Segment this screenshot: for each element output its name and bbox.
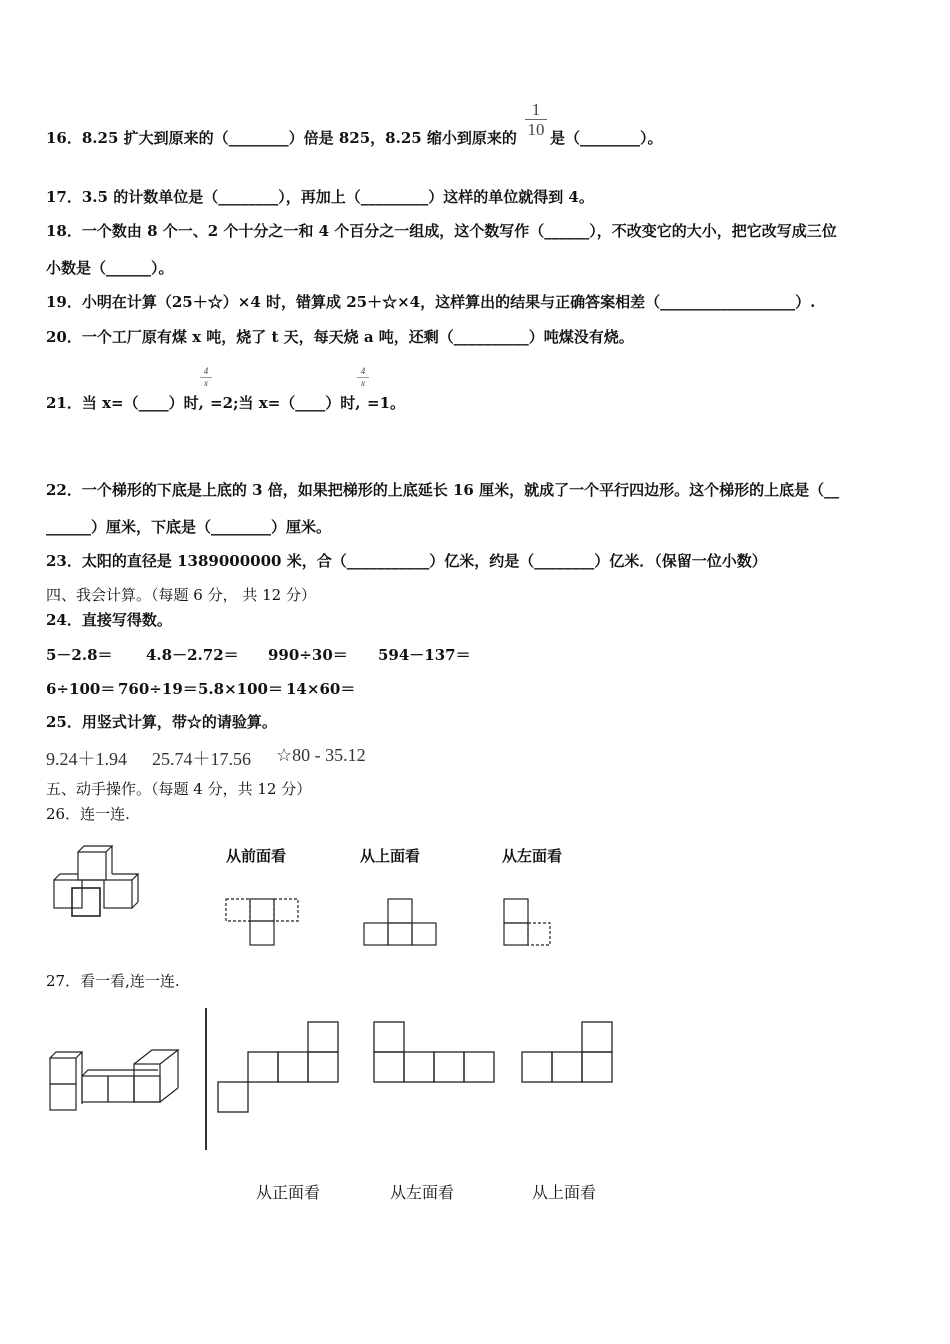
calc-item: 5－2.8＝ <box>46 646 113 664</box>
vertical-calc-item: ☆80 - 35.12 <box>276 745 366 765</box>
q27-view-2 <box>372 1018 498 1084</box>
q21-part3: =1。 <box>367 394 406 412</box>
q26-label: 从上面看 <box>360 847 421 865</box>
q18-line2: 小数是（______）。 <box>46 259 174 277</box>
q27-label: 从正面看 <box>256 1183 321 1202</box>
calc-item: 14×60＝ <box>286 680 356 698</box>
q20-text: 20．一个工厂原有煤 x 吨，烧了 t 天，每天烧 a 吨，还剩（__________）吨煤没有烧。 <box>46 328 634 346</box>
q24-text: 24．直接写得数。 <box>46 611 172 629</box>
vertical-calc-item: 25.74＋17.56 <box>152 749 251 769</box>
q27-view-1 <box>216 1018 342 1114</box>
q21-fraction-1: $\frac{4}{x}$ <box>200 366 212 389</box>
q27-view-3 <box>520 1018 616 1084</box>
calc-item: 6÷100＝ <box>46 680 116 698</box>
section-4-heading: 四、我会计算。（每题 6 分， 共 12 分） <box>46 586 316 604</box>
q26-label: 从左面看 <box>502 847 563 865</box>
calc-item: 594－137＝ <box>378 646 471 664</box>
q27-cube-row-figure <box>46 1048 186 1114</box>
section-5-heading: 五、动手操作。（每题 4 分，共 12 分） <box>46 780 312 798</box>
q26-view-front <box>222 895 328 949</box>
q21-fraction-2: $\frac{4}{x}$ <box>357 366 369 389</box>
q26-text: 26．连一连. <box>46 805 130 823</box>
calc-item: 990÷30＝ <box>268 646 348 664</box>
q26-label: 从前面看 <box>226 847 287 865</box>
q27-label: 从上面看 <box>532 1183 597 1202</box>
q26-cube-stack-figure <box>48 840 158 925</box>
q18-line1: 18．一个数由 8 个一、2 个十分之一和 4 个百分之一组成，这个数写作（______），不改变它的大小，把它改写成三位 <box>46 222 837 240</box>
q26-view-left <box>500 895 556 949</box>
q22-line2: ______）厘米，下底是（________）厘米。 <box>46 518 332 536</box>
vertical-calc-item: 9.24＋1.94 <box>46 749 127 769</box>
calc-item: 760÷19＝ <box>118 680 198 698</box>
q25-text: 25．用竖式计算，带☆的请验算。 <box>46 713 277 731</box>
q26-view-top <box>360 895 440 949</box>
q27-text: 27．看一看,连一连. <box>46 972 180 990</box>
calc-item: 5.8×100＝ <box>198 680 283 698</box>
q23-text: 23．太阳的直径是 1389000000 米，合（___________）亿米，约是（________）亿米．（保留一位小数） <box>46 552 767 570</box>
q16-fraction: $\frac{1}{10}$ <box>525 100 547 139</box>
q16-text: 16．8.25 扩大到原来的（________）倍是 825，8.25 缩小到原来的 <box>46 129 517 147</box>
q19-text: 19．小明在计算（25＋☆）×4 时，错算成 25＋☆×4，这样算出的结果与正确答案相差（__________________）. <box>46 293 816 311</box>
q21-part2: =2;当 x=（____）时, <box>210 394 361 412</box>
calc-item: 4.8－2.72＝ <box>146 646 239 664</box>
q22-line1: 22．一个梯形的下底是上底的 3 倍，如果把梯形的上底延长 16 厘米，就成了一个平行四边形。这个梯形的上底是（__ <box>46 481 840 499</box>
q16-tail: 是（________）。 <box>550 129 663 147</box>
q27-label: 从左面看 <box>390 1183 455 1202</box>
q21-part1: 21．当 x=（____）时, <box>46 394 204 412</box>
q17-text: 17．3.5 的计数单位是（________），再加上（_________）这样的单位就得到 4。 <box>46 188 594 206</box>
divider-line <box>205 1008 207 1150</box>
